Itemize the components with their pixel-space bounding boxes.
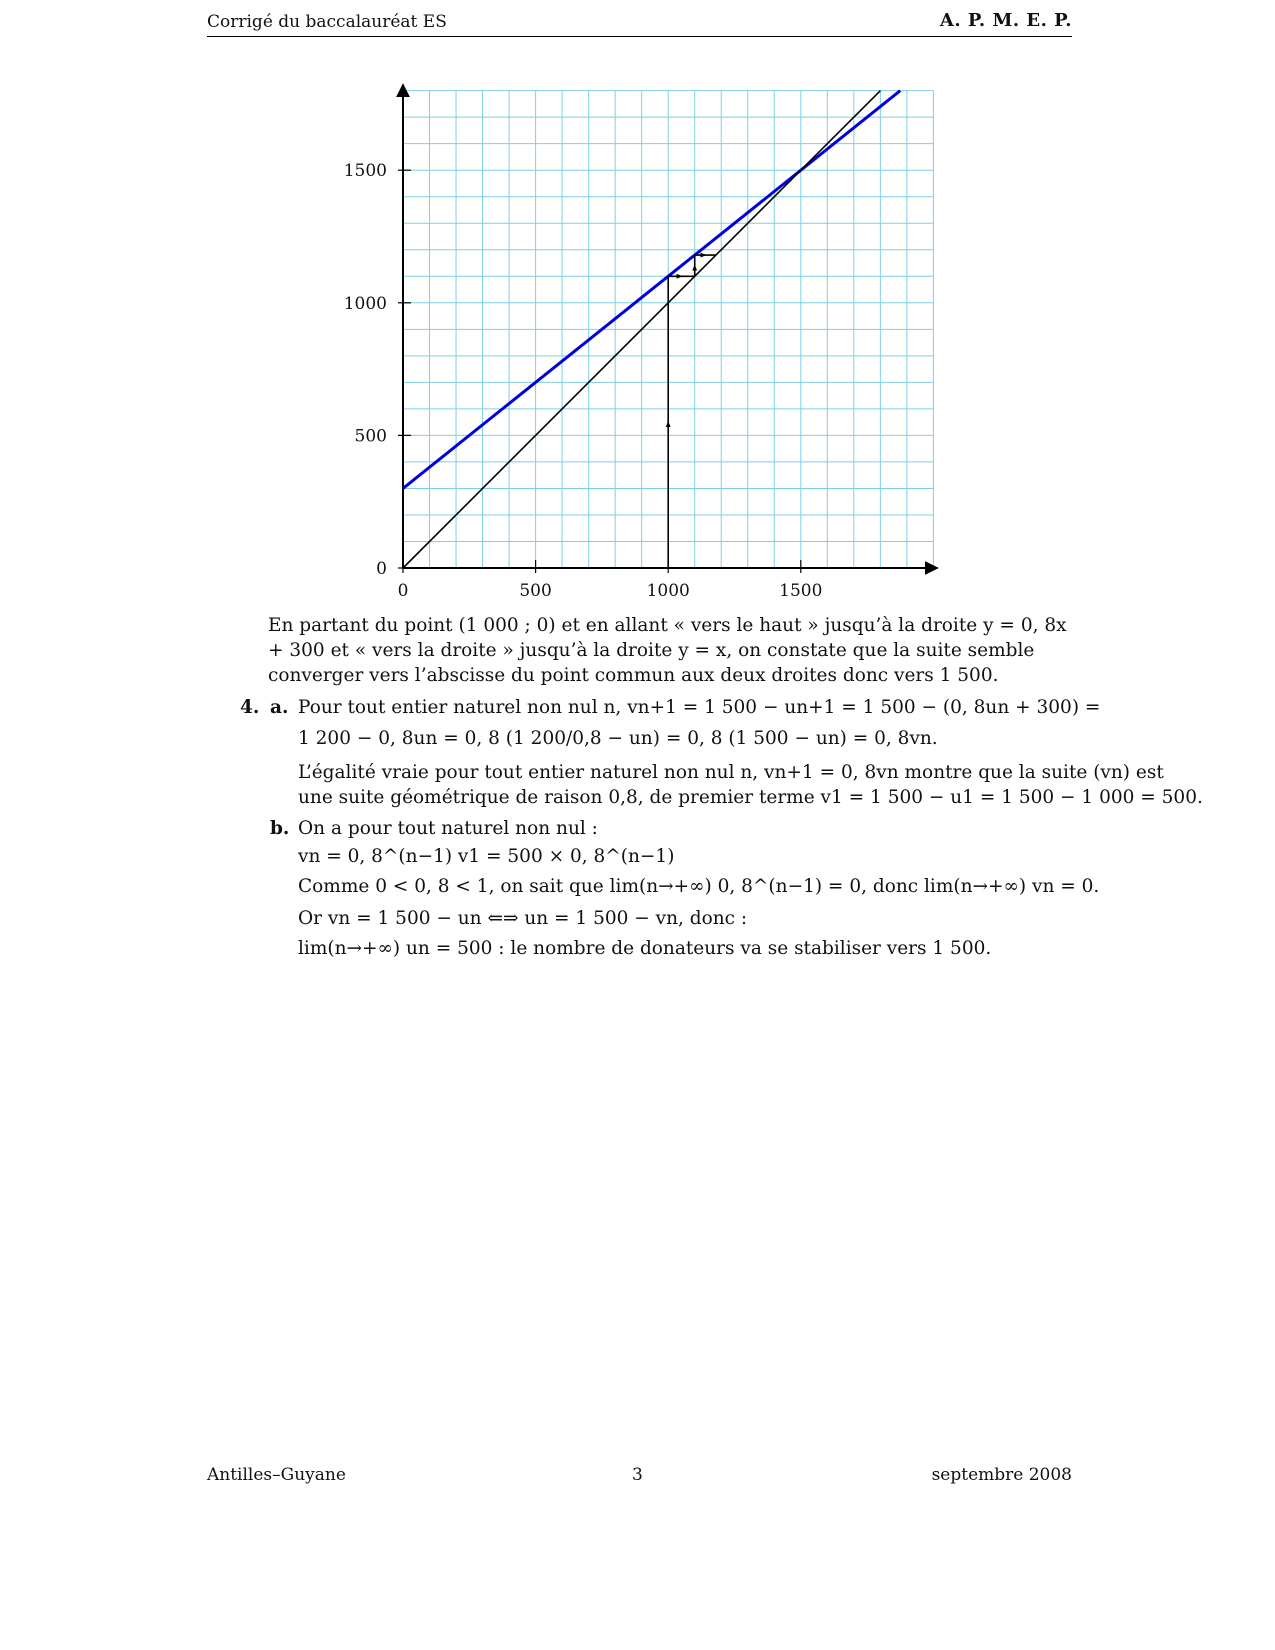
paragraph: En partant du point (1 000 ; 0) et en allant « vers le haut » jusqu’à la droite y = 0, 8x + 300 et « vers la droite » jusqu’à la droite y = x, on constate que la suite semble converger vers l’abscisse du point commun aux deux droites donc vers 1 500. (268, 615, 1067, 686)
q4-a-line3: L’égalité vraie pour tout entier naturel non nul n, vn+1 = 0, 8vn montre que la suite (vn) est (298, 762, 1164, 783)
y-tick-label: 0 (376, 559, 387, 579)
q4-b-line2: vn = 0, 8^(n−1) v1 = 500 × 0, 8^(n−1) (298, 846, 675, 867)
sub-a: a. (270, 697, 289, 718)
sub-b: b. (270, 818, 290, 839)
question-number: 4. (240, 697, 260, 718)
q4-a-line4: une suite géométrique de raison 0,8, de premier terme v1 = 1 500 − u1 = 1 500 − 1 000 = 500. (298, 787, 1203, 808)
x-tick-label: 1000 (646, 581, 690, 598)
footer-left: Antilles–Guyane (207, 1465, 346, 1485)
q4-a-line2: 1 200 − 0, 8un = 0, 8 (1 200/0,8 − un) = 0, 8 (1 500 − un) = 0, 8vn. (298, 728, 938, 749)
q4-a-line1 (240, 697, 1100, 718)
x-tick-label: 1500 (779, 581, 823, 598)
footer-page-number: 3 (632, 1465, 643, 1485)
q4-b-line5: lim(n→+∞) un = 500 : le nombre de donateurs va se stabiliser vers 1 500. (298, 938, 992, 959)
a-line1-text: Pour tout entier naturel non nul n, vn+1 = 1 500 − un+1 = 1 500 − (0, 8un + 300) = (298, 697, 1101, 718)
b-line1-text: On a pour tout naturel non nul : (298, 818, 598, 839)
q4-b-line3: Comme 0 < 0, 8 < 1, on sait que lim(n→+∞) 0, 8^(n−1) = 0, donc lim(n→+∞) vn = 0. (298, 876, 1100, 897)
line-blue-0-8x-plus-300 (403, 91, 900, 489)
header-apmep: A. P. M. E. P. (939, 10, 1072, 31)
y-tick-label: 500 (354, 426, 387, 447)
y-tick-label: 1000 (343, 293, 387, 314)
x-tick-label: 500 (519, 581, 552, 598)
x-tick-label: 0 (397, 581, 409, 598)
q4-b-line4: Or vn = 1 500 − un ⇐⇒ un = 1 500 − vn, donc : (298, 908, 748, 929)
cobweb-chart (330, 78, 950, 598)
header-title: Corrigé du baccalauréat ES (207, 12, 447, 32)
y-tick-label: 1500 (343, 161, 387, 182)
footer-right: septembre 2008 (931, 1465, 1072, 1485)
page-header (207, 10, 1072, 37)
q4-b-line1 (270, 818, 598, 839)
